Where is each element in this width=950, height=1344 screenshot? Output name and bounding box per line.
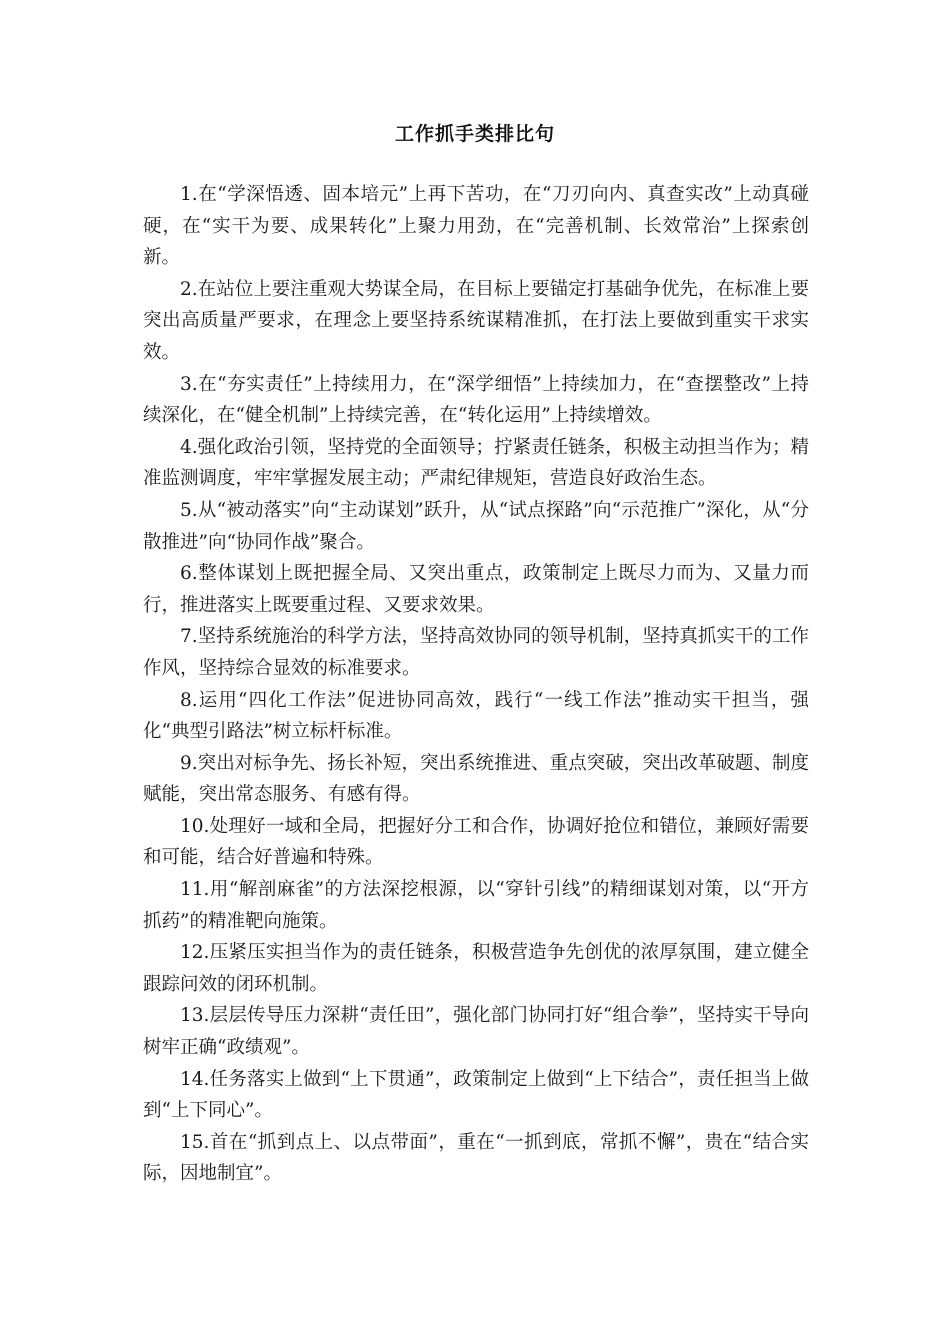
paragraph-14: 14.任务落实上做到“上下贯通”，政策制定上做到“上下结合”，责任担当上做到“上下同心”。 bbox=[143, 1068, 809, 1122]
paragraph-5: 5.从“被动落实”向“主动谋划”跃升，从“试点探路”向“示范推广”深化，从“分散推进”向“协同作战”聚合。 bbox=[143, 499, 809, 553]
paragraph-1: 1.在“学深悟透、固本培元”上再下苦功，在“刀刃向内、真查实改”上动真碰硬，在“实干为要、成果转化”上聚力用劲，在“完善机制、长效常治”上探索创新。 bbox=[143, 184, 809, 269]
document-body bbox=[143, 179, 809, 1190]
paragraph-6: 6.整体谋划上既把握全局、又突出重点，政策制定上既尽力而为、又量力而行，推进落实上既要重过程、又要求效果。 bbox=[143, 563, 809, 616]
paragraph-2: 2.在站位上要注重观大势谋全局，在目标上要锚定打基础争优先，在标准上要突出高质量严要求，在理念上要坚持系统谋精准抓，在打法上要做到重实干求实效。 bbox=[143, 278, 809, 363]
paragraph-15: 15.首在“抓到点上、以点带面”，重在“一抓到底，常抓不懈”，贵在“结合实际，因地制宜”。 bbox=[143, 1131, 809, 1185]
paragraph-11: 11.用“解剖麻雀”的方法深挖根源，以“穿针引线”的精细谋划对策，以“开方抓药”的精准靶向施策。 bbox=[143, 879, 809, 932]
page-title: 工作抓手类排比句 bbox=[394, 123, 555, 145]
paragraph-8: 8.运用“四化工作法”促进协同高效，践行“一线工作法”推动实干担当，强化“典型引路法”树立标杆标准。 bbox=[143, 689, 809, 743]
paragraph-12: 12.压紧压实担当作为的责任链条，积极营造争先创优的浓厚氛围，建立健全跟踪问效的闭环机制。 bbox=[143, 942, 809, 995]
paragraph-10: 10.处理好一域和全局，把握好分工和合作，协调好抢位和错位，兼顾好需要和可能，结合好普遍和特殊。 bbox=[143, 815, 809, 869]
paragraph-4: 4.强化政治引领，坚持党的全面领导；拧紧责任链条，积极主动担当作为；精准监测调度，牢牢掌握发展主动；严肃纪律规矩，营造良好政治生态。 bbox=[143, 436, 809, 490]
paragraph-9: 9.突出对标争先、扬长补短，突出系统推进、重点突破，突出改革破题、制度赋能，突出常态服务、有感有得。 bbox=[143, 752, 809, 806]
paragraph-3: 3.在“夯实责任”上持续用力，在“深学细悟”上持续加力，在“查摆整改”上持续深化，在“健全机制”上持续完善，在“转化运用”上持续增效。 bbox=[143, 373, 809, 427]
paragraph-13: 13.层层传导压力深耕“责任田”，强化部门协同打好“组合拳”，坚持实干导向树牢正确“政绩观”。 bbox=[143, 1005, 809, 1059]
paragraph-7: 7.坚持系统施治的科学方法，坚持高效协同的领导机制，坚持真抓实干的工作作风，坚持综合显效的标准要求。 bbox=[143, 626, 809, 679]
